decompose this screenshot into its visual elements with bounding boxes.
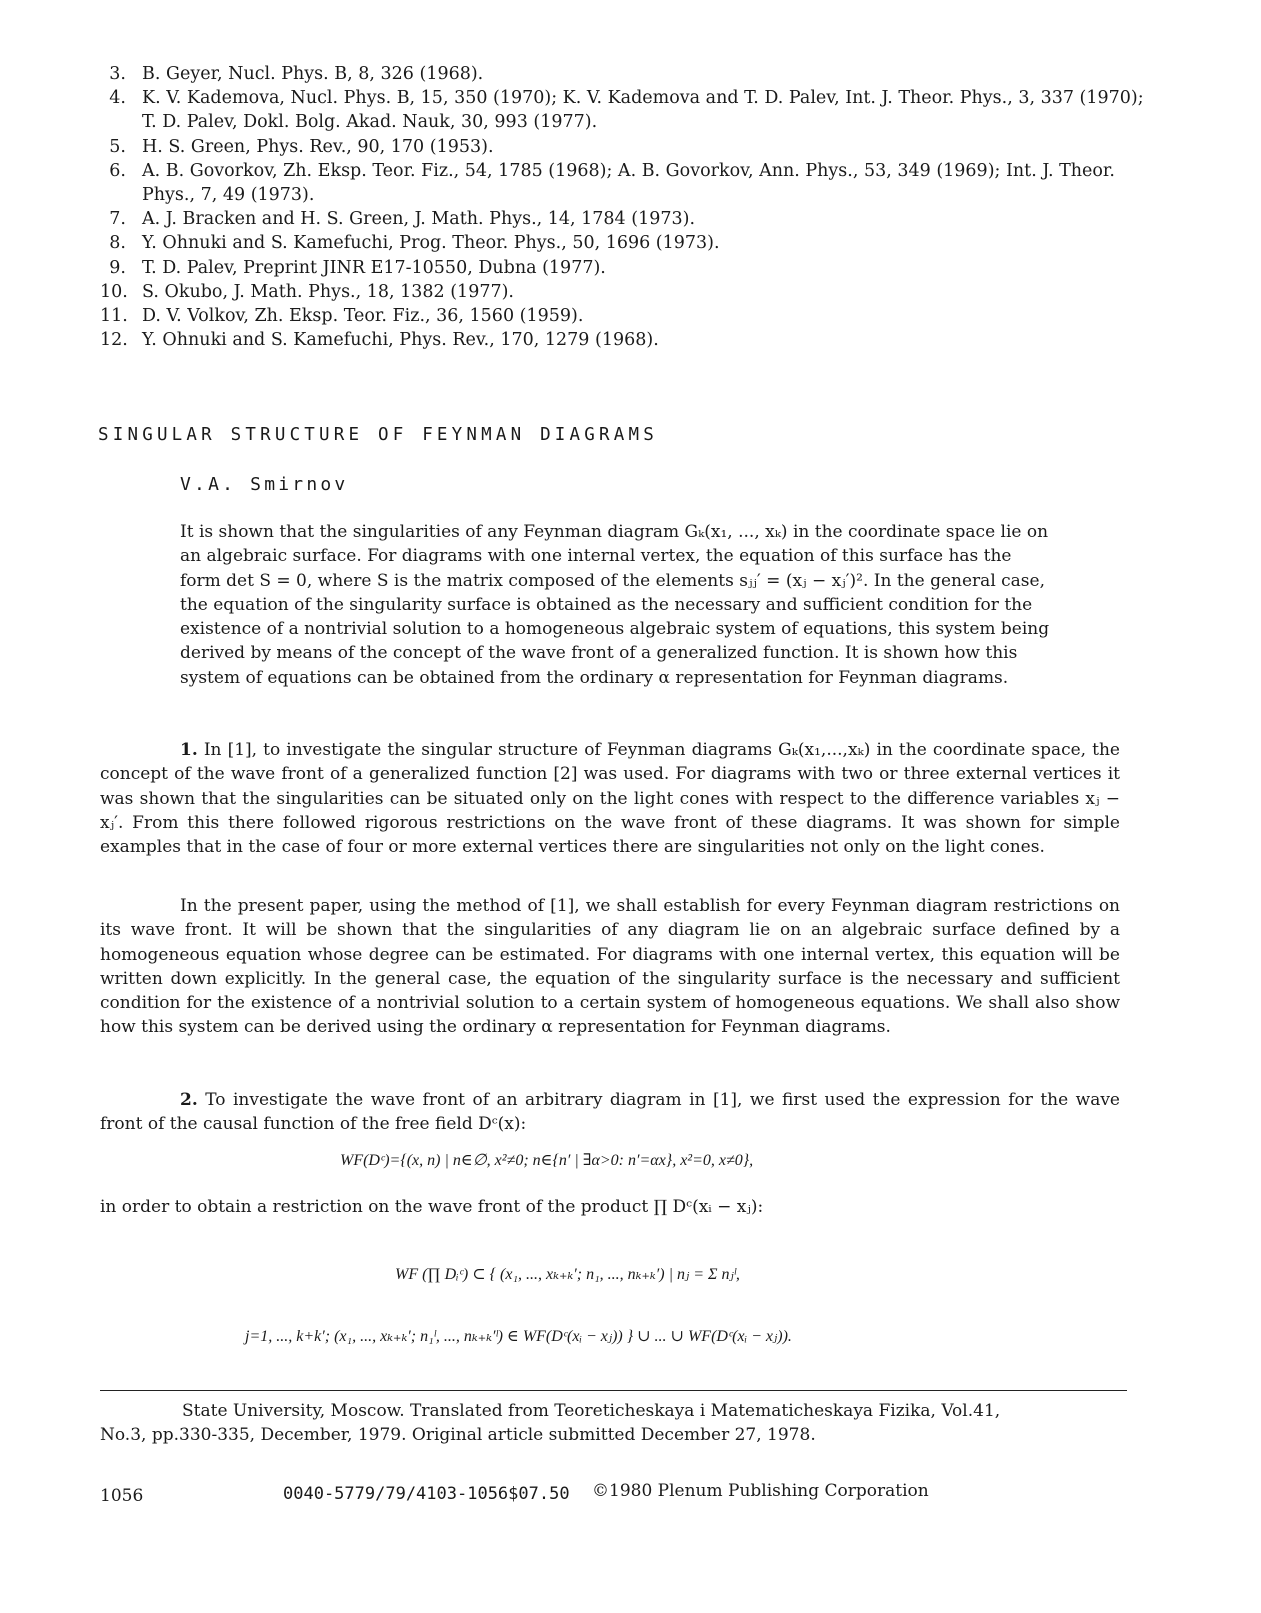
section-number: 2. xyxy=(180,1090,198,1110)
reference-item xyxy=(100,62,1160,86)
footnote-line: No.3, pp.330-335, December, 1979. Original article submitted December 27, 1978. xyxy=(100,1424,816,1445)
reference-text: Y. Ohnuki and S. Kamefuchi, Prog. Theor. Phys., 50, 1696 (1973). xyxy=(142,233,720,254)
reference-number: 6. xyxy=(109,160,126,181)
page-number: 1056 xyxy=(100,1486,144,1506)
reference-item xyxy=(100,159,1160,207)
footnote-line: State University, Moscow. Translated from Teoreticheskaya i Matematicheskaya Fizika, Vol.41, xyxy=(182,1401,1001,1421)
reference-text: H. S. Green, Phys. Rev., 90, 170 (1953). xyxy=(142,136,494,157)
footnote xyxy=(100,1400,1140,1447)
paragraph-2 xyxy=(100,894,1120,1040)
equation-wave-front-causal: WF(Dᶜ)={(x, n) | n∈∅, x²≠0; n∈{n′ | ∃α>0: n′=αx}, x²=0, x≠0}, xyxy=(340,1152,754,1169)
reference-item xyxy=(100,207,1160,231)
reference-text: Y. Ohnuki and S. Kamefuchi, Phys. Rev., 170, 1279 (1968). xyxy=(142,330,659,351)
reference-number: 12. xyxy=(100,330,128,351)
equation-product-wave-front: WF (∏ Dᵢᶜ) ⊂ { (x₁, ..., xₖ₊ₖ′; n₁, ..., nₖ₊ₖ′) | nⱼ = Σ nⱼˡ, xyxy=(395,1266,740,1283)
reference-item xyxy=(100,231,1160,255)
reference-text: D. V. Volkov, Zh. Eksp. Teor. Fiz., 36, 1560 (1959). xyxy=(142,306,584,327)
reference-item xyxy=(100,256,1160,280)
reference-number: 8. xyxy=(109,233,126,254)
reference-list xyxy=(100,62,1160,352)
article-code: 0040-5779/79/4103-1056$07.50 xyxy=(283,1484,570,1504)
reference-item xyxy=(100,304,1160,328)
copyright: ©1980 Plenum Publishing Corporation xyxy=(592,1481,929,1501)
reference-item xyxy=(100,86,1160,134)
reference-text: S. Okubo, J. Math. Phys., 18, 1382 (1977). xyxy=(142,281,514,302)
reference-number: 9. xyxy=(109,257,126,278)
equation-product-wave-front-cont: j=1, ..., k+k′; (x₁, ..., xₖ₊ₖ′; n₁ˡ, ..., nₖ₊ₖ′ˡ) ∈ WF(Dᶜ(xᵢ − xⱼ)) } ∪ ... ∪ WF(Dᶜ(xᵢ − xⱼ)). xyxy=(245,1328,792,1345)
reference-number: 10. xyxy=(100,281,128,302)
reference-number: 3. xyxy=(109,64,126,84)
section-2-paragraph xyxy=(100,1088,1120,1137)
product-restriction-line: in order to obtain a restriction on the wave front of the product ∏ Dᶜ(xᵢ − xⱼ): xyxy=(100,1197,764,1217)
reference-text: B. Geyer, Nucl. Phys. B, 8, 326 (1968). xyxy=(142,64,484,84)
reference-item xyxy=(100,135,1160,159)
reference-text: T. D. Palev, Preprint JINR E17-10550, Dubna (1977). xyxy=(142,257,606,278)
reference-text: A. J. Bracken and H. S. Green, J. Math. Phys., 14, 1784 (1973). xyxy=(142,209,696,230)
paragraph-text: In the present paper, using the method of [1], we shall establish for every Feynman diagram restrictions on its wave front. It will be shown that the singularities of any diagram lie on an algebraic surface defined by a homogeneous equation whose degree can be estimated. For diagrams with one internal vertex, this equation will be written down explicitly. In the general case, the equation of the singularity surface is the necessary and sufficient condition for the existence of a nontrivial solution to a certain system of homogeneous equations. We shall also show how this system can be derived using the ordinary α representation for Feynman diagrams. xyxy=(100,896,1120,1038)
reference-number: 11. xyxy=(100,306,128,327)
section-text: To investigate the wave front of an arbitrary diagram in [1], we first used the expression for the wave front of the causal function of the free field Dᶜ(x): xyxy=(100,1090,1120,1135)
reference-text: A. B. Govorkov, Zh. Eksp. Teor. Fiz., 54, 1785 (1968); A. B. Govorkov, Ann. Phys., 53, 349 (1969); Int. J. Theor. Phys., 7, 49 (1973). xyxy=(142,160,1115,206)
reference-number: 4. xyxy=(109,88,126,109)
section-text: In [1], to investigate the singular structure of Feynman diagrams Gₖ(x₁,...,xₖ) in the coordinate space, the concept of the wave front of a generalized function [2] was used. For diagrams with two or three external vertices it was shown that the singularities can be situated only on the light cones with respect to the difference variables xⱼ − xⱼ′. From this there followed rigorous restrictions on the wave front of these diagrams. It was shown for simple examples that in the case of four or more external vertices there are singularities not only on the light cones. xyxy=(100,740,1120,858)
reference-text: K. V. Kademova, Nucl. Phys. B, 15, 350 (1970); K. V. Kademova and T. D. Palev, Int. J. Theor. Phys., 3, 337 (1970); T. D. Palev, Dokl. Bolg. Akad. Nauk, 30, 993 (1977). xyxy=(142,88,1144,133)
article-author: V.A. Smirnov xyxy=(180,474,349,495)
reference-item xyxy=(100,328,1160,352)
article-title: SINGULAR STRUCTURE OF FEYNMAN DIAGRAMS xyxy=(98,425,658,445)
reference-number: 7. xyxy=(109,209,126,230)
reference-number: 5. xyxy=(109,136,126,157)
footnote-divider xyxy=(100,1390,1127,1391)
section-1-paragraph xyxy=(100,738,1120,859)
section-number: 1. xyxy=(180,740,198,760)
reference-item xyxy=(100,280,1160,304)
abstract: It is shown that the singularities of any Feynman diagram Gₖ(x₁, ..., xₖ) in the coordinate space lie on an algebraic surface. For diagrams with one internal vertex, the equation of this surface has the form det S = 0, where S is the matrix composed of the elements sⱼⱼ′ = (xⱼ − xⱼ′)². In the general case, the equation of the singularity surface is obtained as the necessary and sufficient condition for the existence of a nontrivial solution to a homogeneous algebraic system of equations, this system being derived by means of the concept of the wave front of a generalized function. It is shown how this system of equations can be obtained from the ordinary α representation for Feynman diagrams. xyxy=(180,522,1050,688)
